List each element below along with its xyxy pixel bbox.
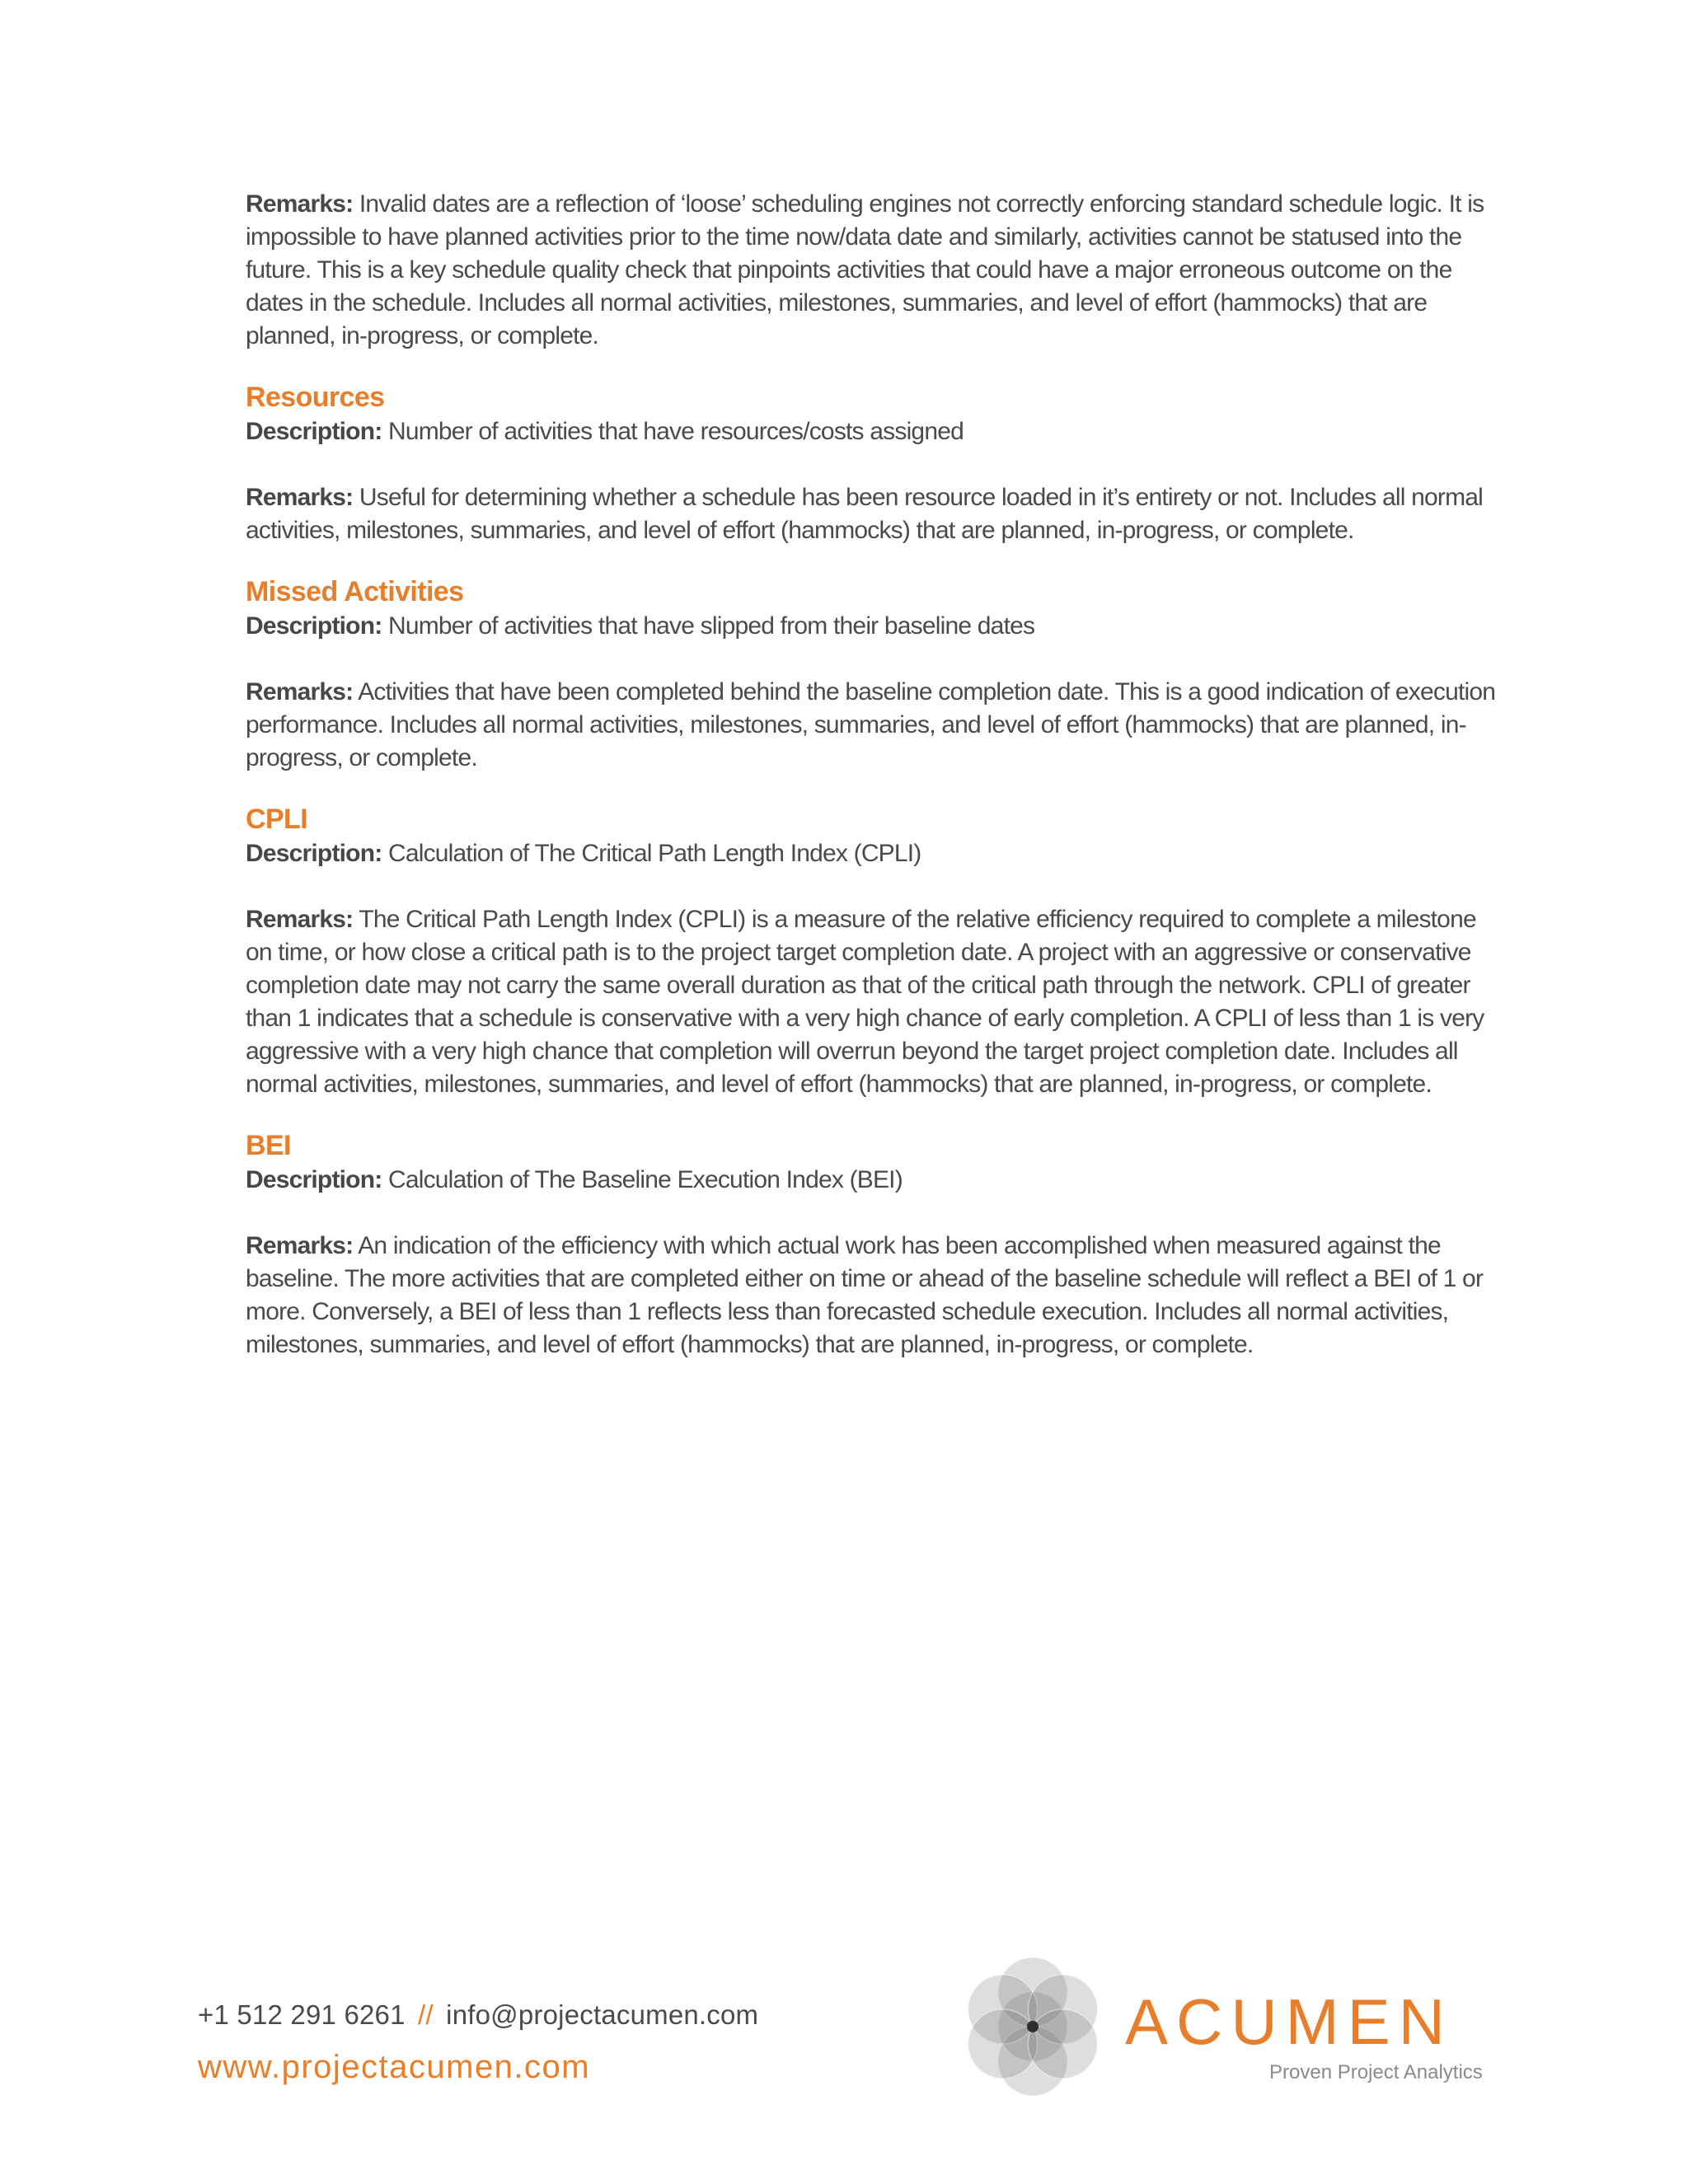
description-label: Description: (246, 612, 382, 640)
acumen-logo-icon (963, 1957, 1103, 2097)
footer-website-link[interactable]: www.projectacumen.com (198, 2049, 591, 2085)
remarks-text: Useful for determining whether a schedule has been resource loaded in it’s entirety or not. Includes all normal activities, milestones, summaries, and level of effort (hammocks) that are planned, in-progress, or complete. (246, 484, 1484, 544)
section-missed-activities (246, 574, 1507, 775)
document-body (246, 188, 1507, 1361)
remarks-label: Remarks: (246, 484, 354, 511)
footer-contact (198, 1999, 758, 2032)
description-label: Description: (246, 840, 382, 867)
section-cpli (246, 801, 1507, 1101)
remarks-label: Remarks: (246, 678, 354, 705)
remarks-text: The Critical Path Length Index (CPLI) is a measure of the relative efficiency required to complete a milestone on time, or how close a critical path is to the project target completion date. A project with an aggressive or conservative completion date may not carry the same overall duration as that of the critical path through the network. CPLI of greater than 1 indicates that a schedule is conservative with a very high chance of early completion. A CPLI of less than 1 is very aggressive with a very high chance that completion will overrun beyond the target project completion date. Includes all normal activities, milestones, summaries, and level of effort (hammocks) that are planned, in-progress, or complete. (246, 906, 1484, 1098)
remarks-text: Activities that have been completed behind the baseline completion date. This is a good indication of execution performance. Includes all normal activities, milestones, summaries, and level of effort (hammocks) that are planned, in-progress, or complete. (246, 678, 1496, 771)
section-title: Missed Activities (246, 576, 464, 607)
section-description (246, 1164, 1507, 1197)
remarks-text: Invalid dates are a reflection of ‘loose’ scheduling engines not correctly enforcing standard schedule logic. It is impossible to have planned activities prior to the time now/data date and similarly, activities cannot be statused into the future. This is a key schedule quality check that pinpoints activities that could have a major erroneous outcome on the dates in the schedule. Includes all normal activities, milestones, summaries, and level of effort (hammocks) that are planned, in-progress, or complete. (246, 190, 1484, 349)
brand-tagline: Proven Project Analytics (1269, 2061, 1483, 2083)
section-bei (246, 1127, 1507, 1361)
section-description (246, 415, 1507, 448)
remarks-label: Remarks: (246, 906, 354, 933)
section-resources (246, 379, 1507, 547)
brand-name: ACUMEN (1125, 1985, 1454, 2058)
description-label: Description: (246, 418, 382, 445)
section-title: BEI (246, 1130, 291, 1161)
section-title: CPLI (246, 804, 308, 835)
description-text: Number of activities that have resources/costs assigned (382, 418, 964, 445)
section-remarks (246, 481, 1507, 547)
section-description (246, 610, 1507, 643)
remarks-text: An indication of the efficiency with which actual work has been accomplished when measured against the baseline. The more activities that are completed either on time or ahead of the baseline schedule will reflect a BEI of 1 or more. Conversely, a BEI of less than 1 reflects less than forecasted schedule execution. Includes all normal activities, milestones, summaries, and level of effort (hammocks) that are planned, in-progress, or complete. (246, 1232, 1484, 1358)
section-title: Resources (246, 382, 385, 413)
footer-phone[interactable]: +1 512 291 6261 (198, 1999, 406, 2030)
footer-email[interactable]: info@projectacumen.com (446, 1999, 759, 2030)
footer-separator: // (418, 1999, 434, 2030)
description-label: Description: (246, 1166, 382, 1193)
description-text: Calculation of The Critical Path Length Index (CPLI) (382, 840, 921, 867)
description-text: Number of activities that have slipped from their baseline dates (382, 612, 1035, 640)
section-remarks (246, 676, 1507, 775)
intro-remarks (246, 188, 1507, 353)
remarks-label: Remarks: (246, 190, 354, 218)
section-remarks (246, 1230, 1507, 1361)
description-text: Calculation of The Baseline Execution Index (BEI) (382, 1166, 903, 1193)
section-description (246, 837, 1507, 870)
remarks-label: Remarks: (246, 1232, 354, 1259)
section-remarks (246, 903, 1507, 1101)
